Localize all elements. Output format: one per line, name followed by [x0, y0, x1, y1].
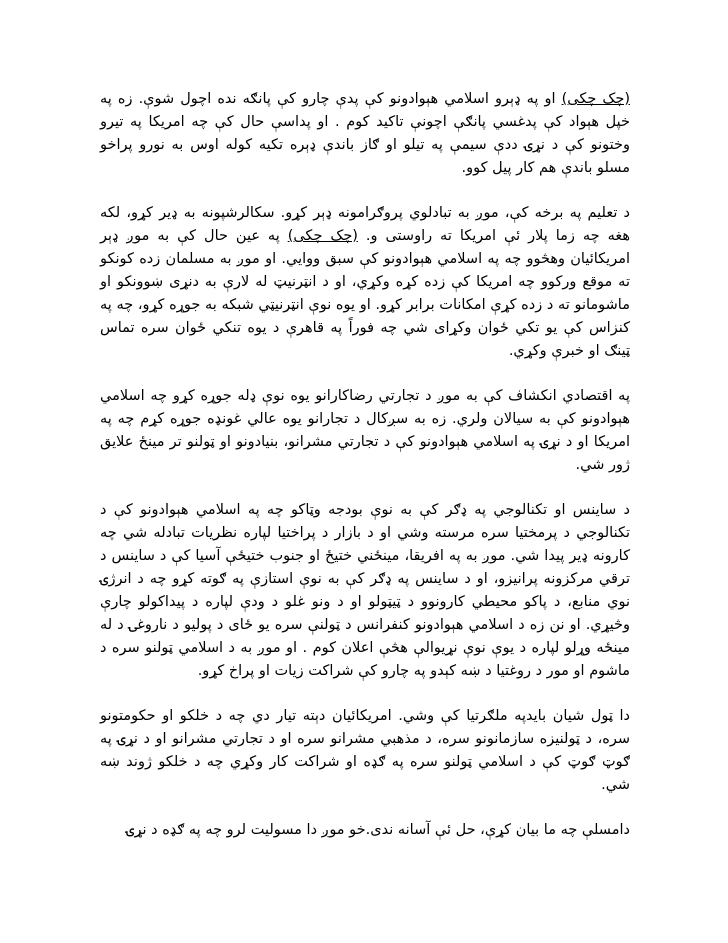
paragraph-energy	[100, 88, 630, 180]
paragraph-text: دا ټول شیان بایدپه ملګرتیا کې وشي. امریکائیان دېته تیار دي چه د خلکو او حکومتونو سره، د ټولنیزه سازمانونو سره، د مذهبي مشرانو سره او د تجارتي مشرانو او د نړۍ په ګوټ ګوټ کې د اسلامي ټولنو سره په ګډه او شراکت کار وکړي چه د خلکو ژوند ښه شي.	[100, 708, 630, 793]
paragraph-text: دامسلې چه ما بیان کړې، حل ئې آسانه ندی.خو موږ دا مسولیت لرو چه په ګډه د نړۍ	[125, 822, 630, 838]
paragraph-text: د ساینس او تکنالوجي په ډګر کې به نوې بودجه وټاکو چه په اسلامي هېوادونو کې د تکنالوجي د پرمختیا سره مرسته وشي او د بازار د پراختیا لپاره نظریات تبادله شي چه کارونه ډیر پیدا شي. موږ به په افریقا، مینځني ختیځ او جنوب ختیځې آسیا کې د ساینس د ترقي مرکزونه پرانیزو، او د ساینس په ډګر کې به نوې استازې په ګوته کړو چه د انرژۍ نوي منابع، د پاکو محیطي کارونوو د ټیټولو او د ونو غلو د ودې لپاره د پیداکولو چارې وڅیړي. او نن زه د اسلامي هېوادونو کنفرانس د ټولنې سره یو ځای د پولیو د ناروغۍ د له مینځه وړلو لپاره د یوې نوې نړیوالې هڅې اعلان کوم . او موږ به د اسلامي ټولنو سره د ماشوم او مور د روغتیا د ښه کېدو په چارو کې شراکت زیات او پراخ کړو.	[100, 502, 630, 679]
document-body	[100, 88, 630, 842]
paragraph-closing	[100, 819, 630, 842]
paragraph-science	[100, 499, 630, 683]
paragraph-text: او په ډېرو اسلامي هېوادونو کې پدې چارو کې پانګه نده اچول شوې. زه په خپل هېواد کې پدغسي پانګې اچونې تاکید کوم . او پداسې حال کې چه امریکا په تیرو وختونو کې د نړۍ ددې سیمې په تیلو او ګاز باندې ډېره تکیه کوله اوس به نورو پراخو مسلو باندې هم کار پیل کوو.	[100, 91, 630, 176]
paragraph-economy	[100, 385, 630, 477]
paragraph-education	[100, 202, 630, 363]
paragraph-partnership	[100, 705, 630, 797]
marked-phrase: (چک چکی)	[561, 91, 630, 107]
paragraph-text: په عین حال کې به موږ ډېر امریکائیان وهڅوو چه په اسلامي هېوادونو کې سبق ووايي. او موږ به مسلمان زده کونکو ته موقع ورکوو چه امریکا کې زده کړه وکړي، او د انټرنیټ له لارې به دنړی ښوونکو او ماشومانو ته د زده کړې امکانات برابر کړو. او یوه نوې انټرنیټي شبکه به جوړه کړو، چه په کنزاس کې یو تکي ځوان وکړای شي چه فوراً په قاهرې د یوه تنکي ځوان سره تماس ټینګ او خبرې وکړي.	[100, 228, 630, 359]
paragraph-text: په اقتصادي انکشاف کې به موږ د تجارتي رضاکارانو یوه نوې ډله جوړه کړو چه اسلامي هېوادونو کې به سیالان ولري. زه به سږکال د تجارانو یوه عالي غونډه جوړه کړم چه په امریکا او د نړۍ په اسلامي هېوادونو کې د تجارتي مشرانو، بنیادونو او ټولنو تر مینځ علایق ژور شي.	[100, 388, 630, 473]
marked-phrase: (چک چکی)	[287, 228, 358, 244]
paragraph-text: د تعلیم په برخه کې، موږ به تبادلوي پروګرامونه ډېر کړو. سکالرشپونه به ډیر کړو، لکه هغه چه زما پلار ئې امریکا ته راوستی و.	[100, 205, 630, 244]
